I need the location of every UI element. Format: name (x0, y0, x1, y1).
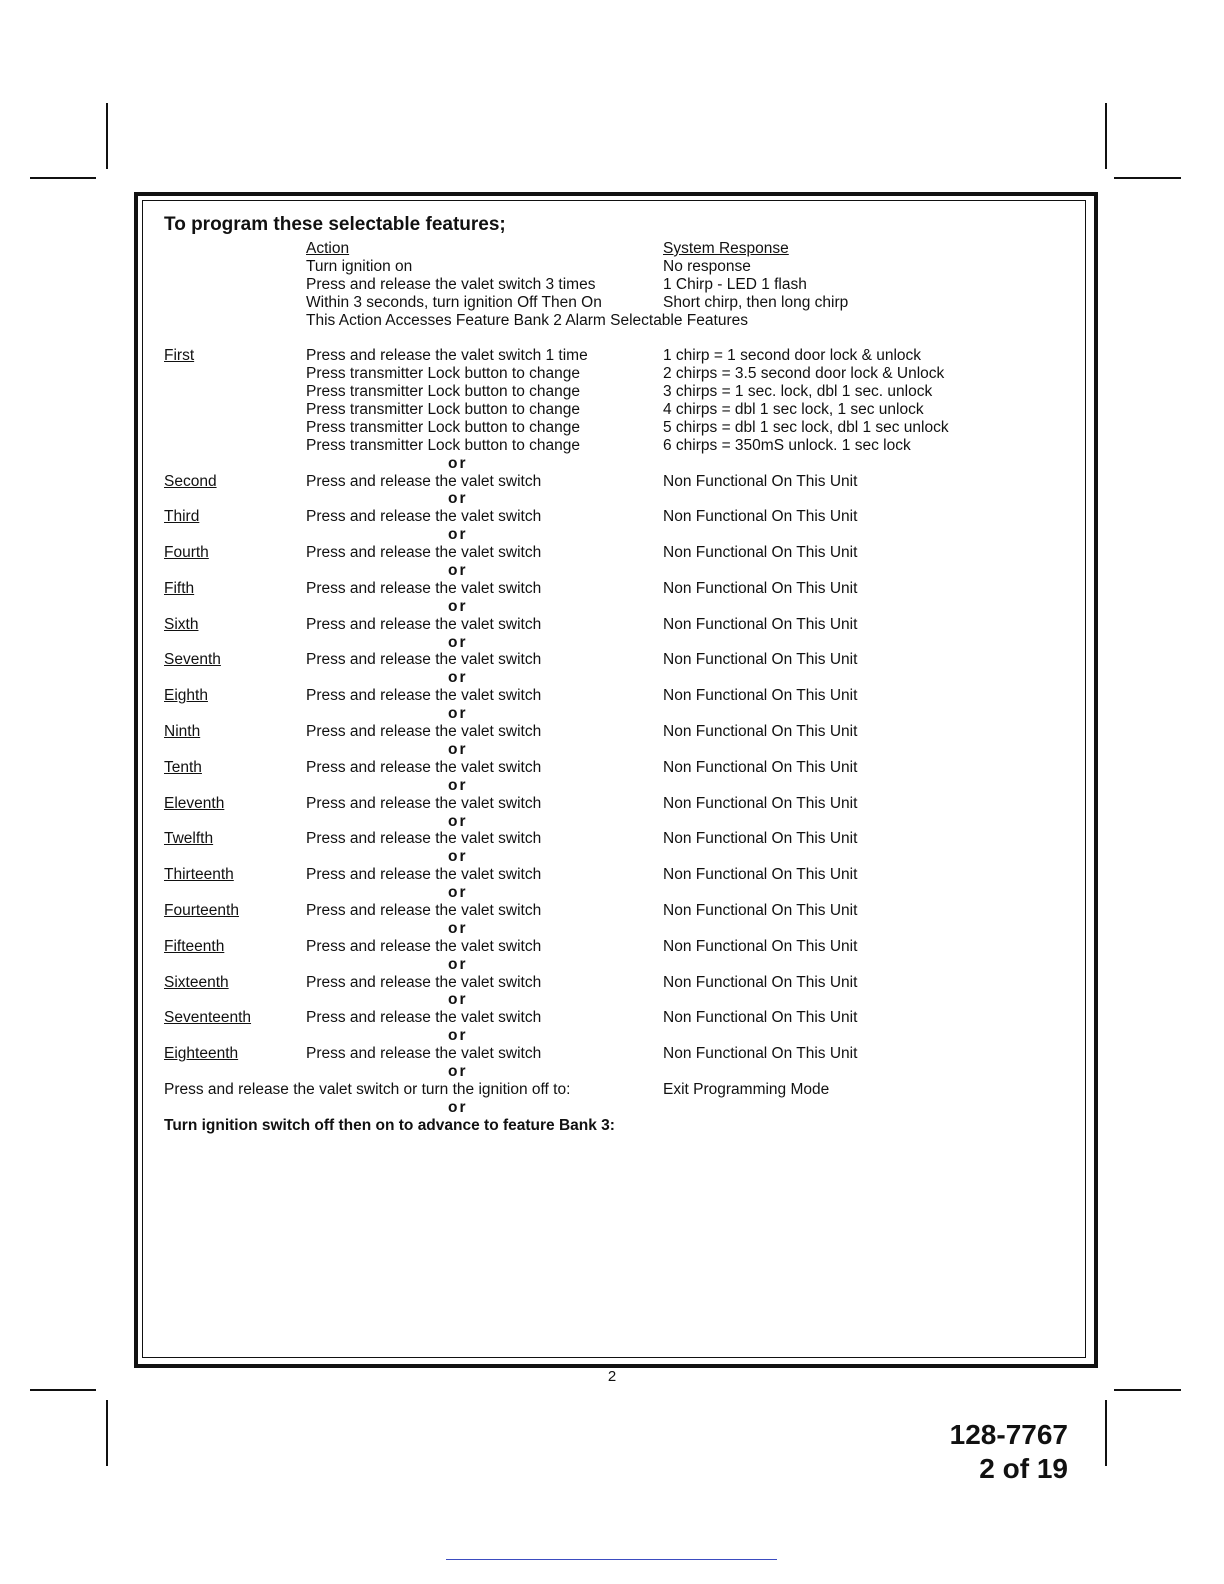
action-text: Press and release the valet switch (306, 973, 542, 991)
response-text: No response (663, 257, 751, 275)
or-text: or (448, 705, 468, 723)
response-text: 3 chirps = 1 sec. lock, dbl 1 sec. unlock (663, 383, 933, 401)
action-text: Press and release the valet switch (306, 866, 542, 884)
or-separator (164, 920, 1064, 938)
crop-mark-bottom-left-h (30, 1389, 96, 1391)
feature-label: Thirteenth (164, 866, 234, 884)
or-text: or (448, 848, 468, 866)
feature-label: Fourteenth (164, 901, 239, 919)
feature-row (164, 866, 1064, 884)
or-separator (164, 848, 1064, 866)
crop-mark-top-right-v (1105, 103, 1107, 169)
response-text: Non Functional On This Unit (663, 866, 858, 884)
response-text: Non Functional On This Unit (663, 472, 858, 490)
feature-label: First (164, 347, 195, 365)
doc-number: 128-7767 (949, 1419, 1068, 1450)
feature-row (164, 723, 1064, 741)
feature-row (164, 687, 1064, 705)
response-text: 1 Chirp - LED 1 flash (663, 275, 807, 293)
crop-mark-bottom-right-v (1105, 1400, 1107, 1466)
or-separator (164, 884, 1064, 902)
first-option-row (164, 401, 1064, 419)
response-text: Short chirp, then long chirp (663, 293, 849, 311)
response-text: Non Functional On This Unit (663, 687, 858, 705)
feature-row (164, 616, 1064, 634)
response-text: 6 chirps = 350mS unlock. 1 sec lock (663, 436, 911, 454)
feature-row (164, 508, 1064, 526)
or-separator (164, 490, 1064, 508)
response-text: Non Functional On This Unit (663, 723, 858, 741)
or-separator (164, 705, 1064, 723)
crop-mark-bottom-left-v (106, 1400, 108, 1466)
first-option-row (164, 365, 1064, 383)
response-text: 2 chirps = 3.5 second door lock & Unlock (663, 365, 945, 383)
feature-label: Fifteenth (164, 937, 225, 955)
action-text: Press and release the valet switch (306, 723, 542, 741)
response-text: 5 chirps = dbl 1 sec lock, dbl 1 sec unlock (663, 418, 949, 436)
response-text: Non Functional On This Unit (663, 651, 858, 669)
or-text: or (448, 884, 468, 902)
crop-mark-top-left-v (106, 103, 108, 169)
action-text: Press and release the valet switch (306, 830, 542, 848)
or-separator (164, 991, 1064, 1009)
intro-note: This Action Accesses Feature Bank 2 Alarm Selectable Features (306, 311, 748, 329)
or-text: or (448, 633, 468, 651)
crop-mark-top-left-h (30, 177, 96, 179)
or-text: or (448, 1027, 468, 1045)
action-text: Press and release the valet switch (306, 794, 542, 812)
first-option-row (164, 383, 1064, 401)
action-text: Press and release the valet switch 3 times (306, 275, 596, 293)
feature-row (164, 544, 1064, 562)
crop-mark-bottom-right-h (1114, 1389, 1181, 1391)
or-separator (164, 1063, 1064, 1081)
response-text: Non Functional On This Unit (663, 937, 858, 955)
response-text: Non Functional On This Unit (663, 973, 858, 991)
feature-label: Fifth (164, 579, 195, 597)
or-text: or (448, 526, 468, 544)
feature-label: Tenth (164, 758, 202, 776)
intro-row (164, 258, 1064, 276)
action-text: Press transmitter Lock button to change (306, 401, 580, 419)
feature-row (164, 902, 1064, 920)
feature-row (164, 830, 1064, 848)
action-text: Turn ignition on (306, 257, 413, 275)
or-text: or (448, 776, 468, 794)
feature-label: Seventeenth (164, 1009, 252, 1027)
intro-row (164, 276, 1064, 294)
doc-id-block (950, 1418, 1068, 1486)
response-text: Non Functional On This Unit (663, 544, 858, 562)
or-separator (164, 526, 1064, 544)
response-text: Non Functional On This Unit (663, 794, 858, 812)
feature-label: Ninth (164, 723, 201, 741)
or-separator (164, 562, 1064, 580)
action-text: Press and release the valet switch (306, 758, 542, 776)
or-text: or (448, 955, 468, 973)
advance-row (164, 1117, 1064, 1135)
feature-label: Eighteenth (164, 1045, 239, 1063)
action-header: Action (306, 240, 350, 257)
response-text: Non Functional On This Unit (663, 1045, 858, 1063)
feature-row (164, 795, 1064, 813)
page-title: To program these selectable features; (164, 214, 506, 235)
column-headers (164, 240, 1064, 258)
response-text: Non Functional On This Unit (663, 579, 858, 597)
or-separator (164, 634, 1064, 652)
action-text: Press and release the valet switch (306, 615, 542, 633)
or-separator (164, 455, 1064, 473)
feature-label: Eighth (164, 687, 208, 705)
or-separator (164, 1099, 1064, 1117)
response-header: System Response (663, 240, 789, 257)
action-text: Press and release the valet switch 1 time (306, 347, 588, 365)
intro-note-row (164, 312, 1064, 330)
or-text: or (448, 490, 468, 508)
action-text: Press and release the valet switch (306, 472, 542, 490)
programming-table (164, 210, 1064, 1135)
exit-action-text: Press and release the valet switch or turn the ignition off to: (164, 1080, 571, 1098)
response-text: Non Functional On This Unit (663, 901, 858, 919)
response-text: Non Functional On This Unit (663, 615, 858, 633)
or-text: or (448, 740, 468, 758)
feature-label: Eleventh (164, 794, 225, 812)
feature-row-first (164, 347, 1064, 365)
page-number: 2 (607, 1368, 617, 1385)
or-text: or (448, 812, 468, 830)
feature-row (164, 651, 1064, 669)
action-text: Press and release the valet switch (306, 579, 542, 597)
action-text: Press and release the valet switch (306, 508, 542, 526)
feature-label: Sixth (164, 615, 199, 633)
feature-label: Seventh (164, 651, 221, 669)
action-text: Press and release the valet switch (306, 1009, 542, 1027)
or-separator (164, 777, 1064, 795)
action-text: Press and release the valet switch (306, 937, 542, 955)
bottom-link-underline (446, 1559, 777, 1560)
or-separator (164, 741, 1064, 759)
action-text: Press transmitter Lock button to change (306, 365, 580, 383)
response-text: 1 chirp = 1 second door lock & unlock (663, 347, 922, 365)
action-text: Press and release the valet switch (306, 544, 542, 562)
response-text: 4 chirps = dbl 1 sec lock, 1 sec unlock (663, 401, 924, 419)
or-text: or (448, 1098, 468, 1116)
or-text: or (448, 454, 468, 472)
intro-row (164, 294, 1064, 312)
response-text: Non Functional On This Unit (663, 830, 858, 848)
crop-mark-top-right-h (1114, 177, 1181, 179)
or-separator (164, 956, 1064, 974)
advance-text: Turn ignition switch off then on to advance to feature Bank 3: (164, 1116, 615, 1134)
feature-row (164, 580, 1064, 598)
exit-response-text: Exit Programming Mode (663, 1080, 830, 1098)
action-text: Within 3 seconds, turn ignition Off Then On (306, 293, 602, 311)
response-text: Non Functional On This Unit (663, 1009, 858, 1027)
page-of: 2 of 19 (979, 1453, 1068, 1484)
action-text: Press and release the valet switch (306, 687, 542, 705)
or-text: or (448, 597, 468, 615)
action-text: Press transmitter Lock button to change (306, 418, 580, 436)
or-text: or (448, 1062, 468, 1080)
feature-row (164, 473, 1064, 491)
feature-label: Third (164, 508, 200, 526)
or-separator (164, 669, 1064, 687)
first-option-row (164, 437, 1064, 455)
action-text: Press and release the valet switch (306, 1045, 542, 1063)
response-text: Non Functional On This Unit (663, 758, 858, 776)
action-text: Press and release the valet switch (306, 901, 542, 919)
first-option-row (164, 419, 1064, 437)
feature-label: Second (164, 472, 217, 490)
or-text: or (448, 919, 468, 937)
or-separator (164, 1027, 1064, 1045)
action-text: Press and release the valet switch (306, 651, 542, 669)
feature-label: Fourth (164, 544, 209, 562)
exit-row (164, 1081, 1064, 1099)
action-text: Press transmitter Lock button to change (306, 383, 580, 401)
feature-row (164, 759, 1064, 777)
feature-label: Sixteenth (164, 973, 229, 991)
or-separator (164, 813, 1064, 831)
feature-row (164, 938, 1064, 956)
or-text: or (448, 562, 468, 580)
action-text: Press transmitter Lock button to change (306, 436, 580, 454)
or-separator (164, 598, 1064, 616)
spacer (164, 329, 1064, 347)
response-text: Non Functional On This Unit (663, 508, 858, 526)
feature-row (164, 974, 1064, 992)
feature-label: Twelfth (164, 830, 214, 848)
or-text: or (448, 669, 468, 687)
feature-row (164, 1045, 1064, 1063)
feature-row (164, 1009, 1064, 1027)
or-text: or (448, 991, 468, 1009)
